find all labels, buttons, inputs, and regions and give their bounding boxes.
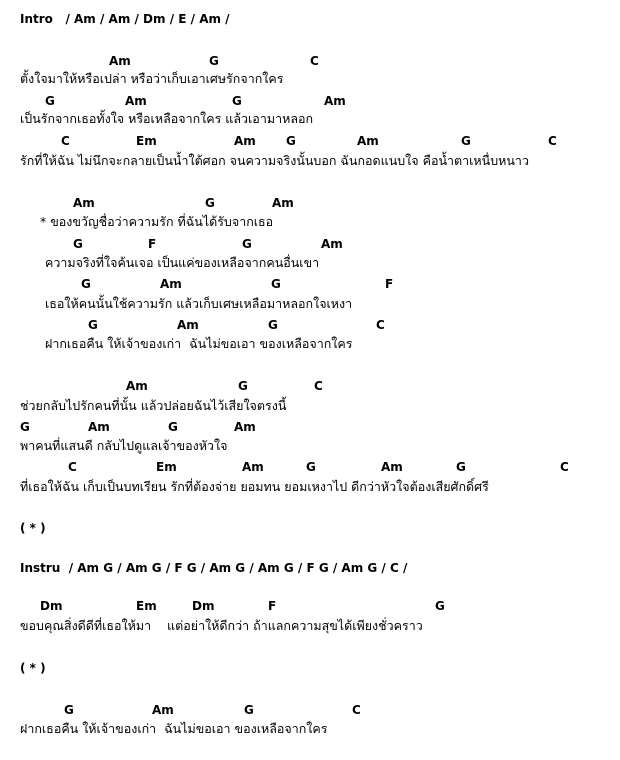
chorus-chord-line-1: [0, 195, 620, 211]
chord: G: [268, 318, 278, 332]
lyric: เป็นรักจากเธอทั้งใจ หรือเหลือจากใคร แล้วเอามาหลอก: [20, 111, 314, 126]
lyric: ฝากเธอคืน ให้เจ้าของเก่า ฉันไม่ขอเอา ของเหลือจากใคร: [45, 336, 353, 351]
chord: C: [548, 134, 557, 148]
chord: G: [45, 94, 55, 108]
lyric: ขอบคุณสิ่งดีดีที่เธอให้มา แต่อย่าให้ดีกว่า ถ้าแลกความสุขได้เพียงชั่วคราว: [20, 618, 423, 633]
chord: Em: [156, 460, 177, 474]
chord: G: [461, 134, 471, 148]
chorus-chord-line-2: [0, 236, 620, 252]
chord: Am: [324, 94, 346, 108]
chord: C: [61, 134, 70, 148]
chorus-chord-line-4: [0, 317, 620, 333]
chord: Am: [109, 54, 131, 68]
verse2-chord-line-3: [0, 459, 620, 475]
repeat-chorus-marker: [0, 520, 620, 536]
lyric: ที่เธอให้ฉัน เก็บเป็นบทเรียน รักที่ต้องจ่าย ยอมทน ยอมเหงาไป ดีกว่าหัวใจต้องเสียศักดิ์ศรี: [20, 479, 489, 494]
chord: G: [20, 420, 30, 434]
verse2-chord-line-2: [0, 419, 620, 435]
chord: G: [209, 54, 219, 68]
lyric: รักที่ให้ฉัน ไม่นึกจะกลายเป็นน้ำใต้ศอก จนความจริงนั้นบอก ฉันกอดแนบใจ คือน้ำตาเหนื่บหนาว: [20, 153, 529, 168]
chord: G: [271, 277, 281, 291]
bridge-lyric-line-1: [0, 618, 620, 634]
chord: C: [560, 460, 569, 474]
lyric: ความจริงที่ใจค้นเจอ เป็นแค่ของเหลือจากคนอื่นเขา: [45, 255, 320, 270]
chord: F: [268, 599, 277, 613]
lyric: เธอให้คนนั้นใช้ความรัก แล้วเก็บเศษเหลือมาหลอกใจเหงา: [45, 296, 353, 311]
chord: Am: [152, 703, 174, 717]
chord: C: [376, 318, 385, 332]
verse2-lyric-line-2: [0, 438, 620, 454]
verse1-lyric-line-2: [0, 111, 620, 127]
verse2-lyric-line-3: [0, 479, 620, 495]
chord: Am: [381, 460, 403, 474]
chord: Am: [88, 420, 110, 434]
chord: Am: [234, 420, 256, 434]
instrumental-line: [0, 560, 620, 576]
verse2-chord-line-1: [0, 378, 620, 394]
chord: G: [306, 460, 316, 474]
chord: F: [148, 237, 157, 251]
chord: C: [352, 703, 361, 717]
verse1-chord-line-3: [0, 133, 620, 149]
chord: G: [205, 196, 215, 210]
chord: Am: [160, 277, 182, 291]
lyric: ฝากเธอคืน ให้เจ้าของเก่า ฉันไม่ขอเอา ของเหลือจากใคร: [20, 721, 328, 736]
instrumental-chords: Instru / Am G / Am G / F G / Am G / Am G / F G / Am G / C /: [20, 561, 408, 575]
chord: G: [88, 318, 98, 332]
chorus-lyric-line-1: [0, 214, 620, 230]
chord: Em: [136, 134, 157, 148]
chorus-chord-line-3: [0, 276, 620, 292]
verse1-lyric-line-3: [0, 153, 620, 169]
outro-chord-line-1: [0, 702, 620, 718]
lyric: ตั้งใจมาให้หรือเปล่า หรือว่าเก็บเอาเศษรักจากใคร: [20, 71, 284, 86]
chord: G: [456, 460, 466, 474]
chord: Em: [136, 599, 157, 613]
lyric: พาคนที่แสนดี กลับไปดูแลเจ้าของหัวใจ: [20, 438, 228, 453]
chord: Am: [177, 318, 199, 332]
chord: G: [232, 94, 242, 108]
chord: Am: [357, 134, 379, 148]
bridge-chord-line-1: [0, 598, 620, 614]
intro-chords: Intro / Am / Am / Dm / E / Am /: [20, 12, 230, 26]
chord: Am: [73, 196, 95, 210]
chord: F: [385, 277, 394, 291]
verse2-lyric-line-1: [0, 398, 620, 414]
chord: C: [68, 460, 77, 474]
chord: Am: [272, 196, 294, 210]
chord: Am: [126, 379, 148, 393]
lyric: ช่วยกลับไปรักคนที่นั้น แล้วปล่อยฉันไว้เสียใจตรงนี้: [20, 398, 287, 413]
outro-lyric-line-1: [0, 721, 620, 737]
repeat-label: ( * ): [20, 661, 46, 675]
chord: Dm: [40, 599, 63, 613]
chord: G: [238, 379, 248, 393]
verse1-chord-line-1: [0, 53, 620, 69]
chord: Am: [321, 237, 343, 251]
chorus-lyric-line-2: [0, 255, 620, 271]
chord: C: [310, 54, 319, 68]
chord: G: [244, 703, 254, 717]
chord: G: [73, 237, 83, 251]
chord: Dm: [192, 599, 215, 613]
chord: G: [64, 703, 74, 717]
chorus-lyric-line-4: [0, 336, 620, 352]
repeat-label: ( * ): [20, 521, 46, 535]
repeat-chorus-marker: [0, 660, 620, 676]
lyric: * ของขวัญชื่อว่าความรัก ที่ฉันได้รับจากเธอ: [40, 214, 274, 229]
chord: Am: [125, 94, 147, 108]
verse1-chord-line-2: [0, 93, 620, 109]
chord: G: [242, 237, 252, 251]
chord: Am: [242, 460, 264, 474]
chord: G: [286, 134, 296, 148]
chord: G: [435, 599, 445, 613]
chorus-lyric-line-3: [0, 296, 620, 312]
chord: Am: [234, 134, 256, 148]
chord: C: [314, 379, 323, 393]
chord: G: [81, 277, 91, 291]
intro-line: [0, 11, 620, 27]
verse1-lyric-line-1: [0, 71, 620, 87]
chord: G: [168, 420, 178, 434]
